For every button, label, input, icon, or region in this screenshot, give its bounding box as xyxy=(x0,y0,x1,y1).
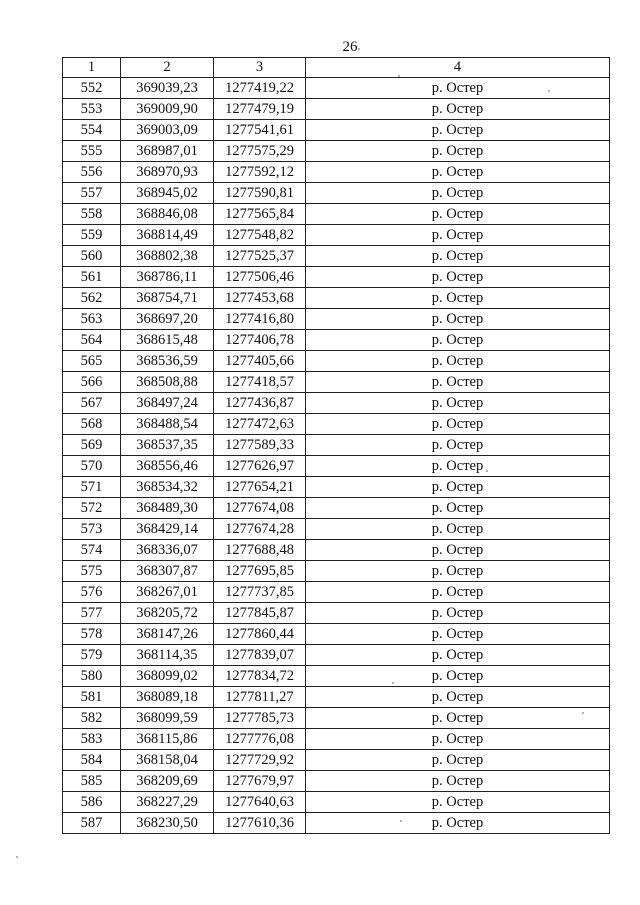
table-row xyxy=(63,813,610,834)
x-coordinate-cell: 368209,69 xyxy=(121,771,214,792)
y-coordinate-cell: 1277811,27 xyxy=(214,687,306,708)
point-number-cell: 569 xyxy=(63,435,121,456)
scan-speck xyxy=(16,856,18,858)
scan-speck xyxy=(398,75,400,77)
description-cell: р. Остер xyxy=(306,792,610,813)
y-coordinate-cell: 1277453,68 xyxy=(214,288,306,309)
y-coordinate-cell: 1277845,87 xyxy=(214,603,306,624)
x-coordinate-cell: 369009,90 xyxy=(121,99,214,120)
table-row xyxy=(63,288,610,309)
y-coordinate-cell: 1277525,37 xyxy=(214,246,306,267)
x-coordinate-cell: 368489,30 xyxy=(121,498,214,519)
description-cell: р. Остер xyxy=(306,288,610,309)
description-cell: р. Остер xyxy=(306,204,610,225)
x-coordinate-cell: 368615,48 xyxy=(121,330,214,351)
y-coordinate-cell: 1277418,57 xyxy=(214,372,306,393)
description-cell: р. Остер xyxy=(306,267,610,288)
description-cell: р. Остер xyxy=(306,813,610,834)
point-number-cell: 585 xyxy=(63,771,121,792)
point-number-cell: 575 xyxy=(63,561,121,582)
table-row xyxy=(63,204,610,225)
x-coordinate-cell: 368970,93 xyxy=(121,162,214,183)
y-coordinate-cell: 1277679,97 xyxy=(214,771,306,792)
y-coordinate-cell: 1277589,33 xyxy=(214,435,306,456)
y-coordinate-cell: 1277785,73 xyxy=(214,708,306,729)
table-row xyxy=(63,162,610,183)
table-row xyxy=(63,687,610,708)
table-row xyxy=(63,561,610,582)
table-row xyxy=(63,729,610,750)
y-coordinate-cell: 1277834,72 xyxy=(214,666,306,687)
table-row xyxy=(63,750,610,771)
table-row xyxy=(63,309,610,330)
coordinates-table xyxy=(62,57,610,834)
point-number-cell: 568 xyxy=(63,414,121,435)
description-cell: р. Остер xyxy=(306,141,610,162)
description-cell: р. Остер xyxy=(306,309,610,330)
y-coordinate-cell: 1277416,80 xyxy=(214,309,306,330)
y-coordinate-cell: 1277688,48 xyxy=(214,540,306,561)
x-coordinate-cell: 368429,14 xyxy=(121,519,214,540)
x-coordinate-cell: 368099,59 xyxy=(121,708,214,729)
y-coordinate-cell: 1277592,12 xyxy=(214,162,306,183)
y-coordinate-cell: 1277575,29 xyxy=(214,141,306,162)
x-coordinate-cell: 369039,23 xyxy=(121,78,214,99)
table-body xyxy=(63,78,610,834)
table-row xyxy=(63,624,610,645)
description-cell: р. Остер xyxy=(306,666,610,687)
x-coordinate-cell: 368987,01 xyxy=(121,141,214,162)
scan-speck xyxy=(582,712,584,714)
point-number-cell: 557 xyxy=(63,183,121,204)
description-cell: р. Остер xyxy=(306,246,610,267)
y-coordinate-cell: 1277737,85 xyxy=(214,582,306,603)
point-number-cell: 562 xyxy=(63,288,121,309)
point-number-cell: 554 xyxy=(63,120,121,141)
table-row xyxy=(63,498,610,519)
table-row xyxy=(63,708,610,729)
description-cell: р. Остер xyxy=(306,78,610,99)
point-number-cell: 571 xyxy=(63,477,121,498)
table-row xyxy=(63,393,610,414)
x-coordinate-cell: 368754,71 xyxy=(121,288,214,309)
description-cell: р. Остер xyxy=(306,414,610,435)
table-row xyxy=(63,99,610,120)
x-coordinate-cell: 368846,08 xyxy=(121,204,214,225)
table-row xyxy=(63,372,610,393)
point-number-cell: 570 xyxy=(63,456,121,477)
table-row xyxy=(63,351,610,372)
table-row xyxy=(63,246,610,267)
x-coordinate-cell: 368945,02 xyxy=(121,183,214,204)
y-coordinate-cell: 1277860,44 xyxy=(214,624,306,645)
point-number-cell: 560 xyxy=(63,246,121,267)
description-cell: р. Остер xyxy=(306,540,610,561)
description-cell: р. Остер xyxy=(306,645,610,666)
table-row xyxy=(63,225,610,246)
point-number-cell: 578 xyxy=(63,624,121,645)
x-coordinate-cell: 368336,07 xyxy=(121,540,214,561)
y-coordinate-cell: 1277406,78 xyxy=(214,330,306,351)
table-row xyxy=(63,183,610,204)
description-cell: р. Остер xyxy=(306,624,610,645)
table-row xyxy=(63,435,610,456)
y-coordinate-cell: 1277479,19 xyxy=(214,99,306,120)
x-coordinate-cell: 368814,49 xyxy=(121,225,214,246)
x-coordinate-cell: 368556,46 xyxy=(121,456,214,477)
y-coordinate-cell: 1277626,97 xyxy=(214,456,306,477)
x-coordinate-cell: 368307,87 xyxy=(121,561,214,582)
scan-speck xyxy=(486,470,488,472)
table-row xyxy=(63,414,610,435)
table-header xyxy=(63,58,610,78)
description-cell: р. Остер xyxy=(306,99,610,120)
table-row xyxy=(63,330,610,351)
point-number-cell: 552 xyxy=(63,78,121,99)
description-cell: р. Остер xyxy=(306,351,610,372)
table-row xyxy=(63,582,610,603)
x-coordinate-cell: 368158,04 xyxy=(121,750,214,771)
table-row xyxy=(63,141,610,162)
scan-speck xyxy=(392,682,394,684)
x-coordinate-cell: 369003,09 xyxy=(121,120,214,141)
x-coordinate-cell: 368267,01 xyxy=(121,582,214,603)
y-coordinate-cell: 1277506,46 xyxy=(214,267,306,288)
y-coordinate-cell: 1277548,82 xyxy=(214,225,306,246)
description-cell: р. Остер xyxy=(306,435,610,456)
description-cell: р. Остер xyxy=(306,603,610,624)
point-number-cell: 559 xyxy=(63,225,121,246)
y-coordinate-cell: 1277590,81 xyxy=(214,183,306,204)
description-cell: р. Остер xyxy=(306,393,610,414)
description-cell: р. Остер xyxy=(306,225,610,246)
y-coordinate-cell: 1277541,61 xyxy=(214,120,306,141)
x-coordinate-cell: 368115,86 xyxy=(121,729,214,750)
table-row xyxy=(63,645,610,666)
x-coordinate-cell: 368114,35 xyxy=(121,645,214,666)
description-cell: р. Остер xyxy=(306,162,610,183)
x-coordinate-cell: 368488,54 xyxy=(121,414,214,435)
x-coordinate-cell: 368537,35 xyxy=(121,435,214,456)
point-number-cell: 582 xyxy=(63,708,121,729)
description-cell: р. Остер xyxy=(306,498,610,519)
y-coordinate-cell: 1277695,85 xyxy=(214,561,306,582)
point-number-cell: 553 xyxy=(63,99,121,120)
table-row xyxy=(63,267,610,288)
point-number-cell: 579 xyxy=(63,645,121,666)
x-coordinate-cell: 368205,72 xyxy=(121,603,214,624)
x-coordinate-cell: 368230,50 xyxy=(121,813,214,834)
x-coordinate-cell: 368497,24 xyxy=(121,393,214,414)
point-number-cell: 580 xyxy=(63,666,121,687)
x-coordinate-cell: 368508,88 xyxy=(121,372,214,393)
x-coordinate-cell: 368536,59 xyxy=(121,351,214,372)
x-coordinate-cell: 368697,20 xyxy=(121,309,214,330)
point-number-cell: 556 xyxy=(63,162,121,183)
scan-speck xyxy=(400,820,402,822)
point-number-cell: 563 xyxy=(63,309,121,330)
description-cell: р. Остер xyxy=(306,330,610,351)
point-number-cell: 561 xyxy=(63,267,121,288)
point-number-cell: 566 xyxy=(63,372,121,393)
description-cell: р. Остер xyxy=(306,519,610,540)
point-number-cell: 587 xyxy=(63,813,121,834)
point-number-cell: 576 xyxy=(63,582,121,603)
description-cell: р. Остер xyxy=(306,687,610,708)
table-row xyxy=(63,792,610,813)
table-row xyxy=(63,78,610,99)
point-number-cell: 577 xyxy=(63,603,121,624)
y-coordinate-cell: 1277419,22 xyxy=(214,78,306,99)
y-coordinate-cell: 1277654,21 xyxy=(214,477,306,498)
column-header-3: 3 xyxy=(214,58,306,78)
point-number-cell: 583 xyxy=(63,729,121,750)
point-number-cell: 574 xyxy=(63,540,121,561)
point-number-cell: 581 xyxy=(63,687,121,708)
table-row xyxy=(63,120,610,141)
description-cell: р. Остер xyxy=(306,708,610,729)
table-row xyxy=(63,540,610,561)
y-coordinate-cell: 1277640,63 xyxy=(214,792,306,813)
description-cell: р. Остер xyxy=(306,582,610,603)
y-coordinate-cell: 1277776,08 xyxy=(214,729,306,750)
description-cell: р. Остер xyxy=(306,771,610,792)
y-coordinate-cell: 1277729,92 xyxy=(214,750,306,771)
table-row xyxy=(63,603,610,624)
y-coordinate-cell: 1277610,36 xyxy=(214,813,306,834)
point-number-cell: 572 xyxy=(63,498,121,519)
x-coordinate-cell: 368147,26 xyxy=(121,624,214,645)
description-cell: р. Остер xyxy=(306,183,610,204)
point-number-cell: 558 xyxy=(63,204,121,225)
x-coordinate-cell: 368227,29 xyxy=(121,792,214,813)
x-coordinate-cell: 368786,11 xyxy=(121,267,214,288)
point-number-cell: 573 xyxy=(63,519,121,540)
description-cell: р. Остер xyxy=(306,477,610,498)
table-header-row xyxy=(63,58,610,78)
description-cell: р. Остер xyxy=(306,729,610,750)
point-number-cell: 586 xyxy=(63,792,121,813)
point-number-cell: 584 xyxy=(63,750,121,771)
description-cell: р. Остер xyxy=(306,561,610,582)
table-row xyxy=(63,456,610,477)
point-number-cell: 567 xyxy=(63,393,121,414)
scan-speck xyxy=(548,90,550,92)
y-coordinate-cell: 1277436,87 xyxy=(214,393,306,414)
description-cell: р. Остер xyxy=(306,750,610,771)
y-coordinate-cell: 1277839,07 xyxy=(214,645,306,666)
y-coordinate-cell: 1277674,28 xyxy=(214,519,306,540)
column-header-2: 2 xyxy=(121,58,214,78)
scan-speck xyxy=(358,48,360,50)
y-coordinate-cell: 1277565,84 xyxy=(214,204,306,225)
y-coordinate-cell: 1277405,66 xyxy=(214,351,306,372)
table-row xyxy=(63,771,610,792)
point-number-cell: 555 xyxy=(63,141,121,162)
point-number-cell: 565 xyxy=(63,351,121,372)
x-coordinate-cell: 368802,38 xyxy=(121,246,214,267)
y-coordinate-cell: 1277674,08 xyxy=(214,498,306,519)
table-row xyxy=(63,666,610,687)
column-header-1: 1 xyxy=(63,58,121,78)
x-coordinate-cell: 368089,18 xyxy=(121,687,214,708)
description-cell: р. Остер xyxy=(306,456,610,477)
point-number-cell: 564 xyxy=(63,330,121,351)
description-cell: р. Остер xyxy=(306,372,610,393)
column-header-4: 4 xyxy=(306,58,610,78)
table-row xyxy=(63,477,610,498)
page-number: 26 xyxy=(342,39,358,55)
y-coordinate-cell: 1277472,63 xyxy=(214,414,306,435)
table-row xyxy=(63,519,610,540)
description-cell: р. Остер xyxy=(306,120,610,141)
x-coordinate-cell: 368099,02 xyxy=(121,666,214,687)
x-coordinate-cell: 368534,32 xyxy=(121,477,214,498)
